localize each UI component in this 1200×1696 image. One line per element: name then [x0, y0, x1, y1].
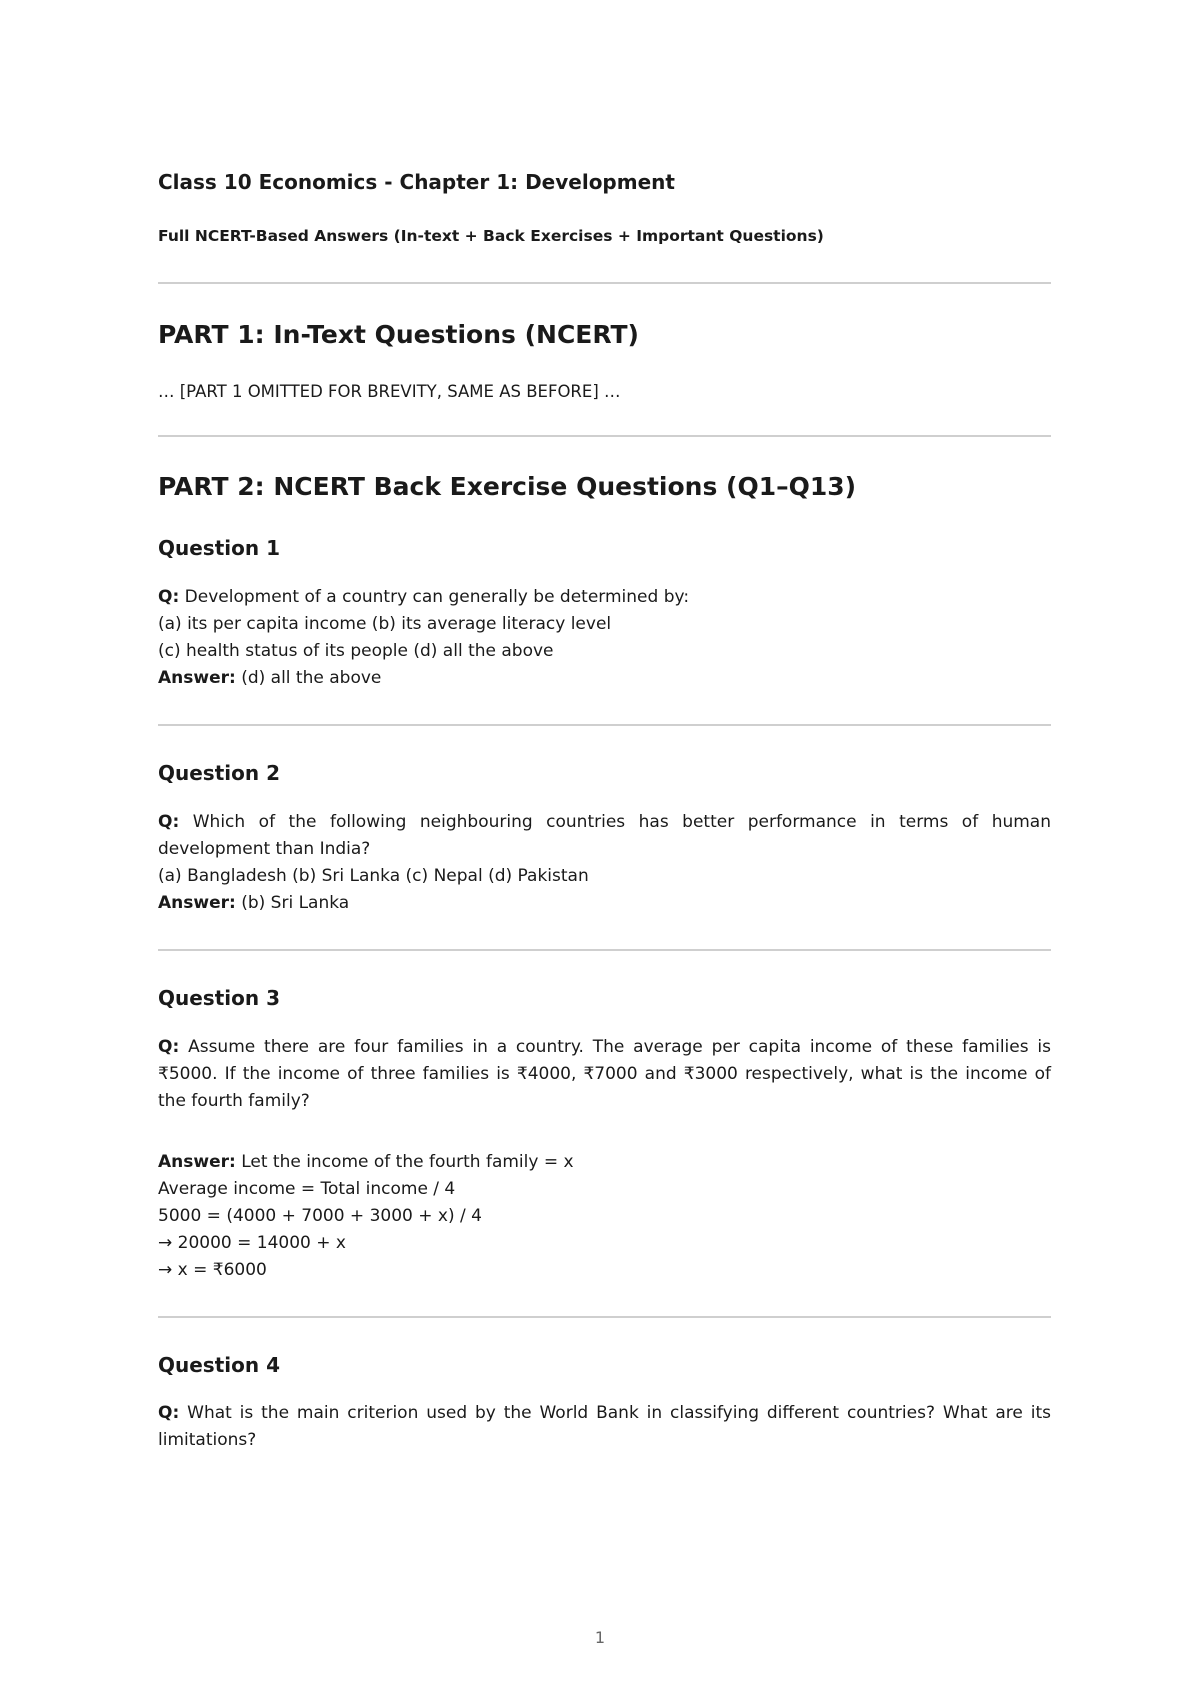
question-1-text: Q: Development of a country can generally be determined by: [158, 587, 690, 607]
question-3-answer [158, 1149, 1051, 1284]
question-label: Q: [158, 587, 180, 607]
document-title: Class 10 Economics - Chapter 1: Development [158, 170, 675, 194]
question-3-answer-text: Answer: Let the income of the fourth family = x [158, 1152, 574, 1172]
document-subtitle: Full NCERT-Based Answers (In-text + Back Exercises + Important Questions) [158, 227, 824, 245]
divider [158, 435, 1051, 437]
divider [158, 724, 1051, 726]
question-3-text: Q: Assume there are four families in a country. The average per capita income of these families is ₹5000. If the income of three families is ₹4000, ₹7000 and ₹3000 respectively, what is the income of the fourth family? [158, 1037, 1051, 1111]
divider [158, 1316, 1051, 1318]
divider [158, 282, 1051, 284]
answer-label: Answer: [158, 893, 236, 913]
question-3-working-line: → x = ₹6000 [158, 1260, 267, 1280]
question-1-option: (c) health status of its people (d) all the above [158, 641, 554, 661]
question-1-answer: Answer: (d) all the above [158, 668, 382, 688]
question-2-option: (a) Bangladesh (b) Sri Lanka (c) Nepal (d) Pakistan [158, 866, 589, 886]
question-1-option: (a) its per capita income (b) its average literacy level [158, 614, 612, 634]
question-4-body [158, 1400, 1051, 1454]
page-number: 1 [594, 1628, 606, 1647]
question-3-working-line: → 20000 = 14000 + x [158, 1233, 346, 1253]
part1-heading: PART 1: In-Text Questions (NCERT) [158, 320, 639, 349]
question-label: Q: [158, 1403, 180, 1423]
question-2-text: Q: Which of the following neighbouring countries has better performance in terms of human development than India? [158, 812, 1051, 859]
question-2-answer: Answer: (b) Sri Lanka [158, 893, 350, 913]
question-3-heading: Question 3 [158, 986, 280, 1010]
question-2-heading: Question 2 [158, 761, 280, 785]
question-label: Q: [158, 812, 180, 832]
question-2-body [158, 809, 1051, 917]
part2-heading: PART 2: NCERT Back Exercise Questions (Q1–Q13) [158, 472, 857, 501]
question-3-working-line: 5000 = (4000 + 7000 + 3000 + x) / 4 [158, 1206, 482, 1226]
question-3-working-line: Average income = Total income / 4 [158, 1179, 456, 1199]
answer-label: Answer: [158, 668, 236, 688]
question-1-body [158, 584, 1051, 692]
question-1-heading: Question 1 [158, 536, 280, 560]
question-4-heading: Question 4 [158, 1353, 280, 1377]
question-4-text: Q: What is the main criterion used by the World Bank in classifying different countries? What are its limitations? [158, 1403, 1052, 1450]
question-label: Q: [158, 1037, 180, 1057]
question-3-question [158, 1034, 1051, 1115]
document-page [158, 0, 1051, 1696]
divider [158, 949, 1051, 951]
answer-label: Answer: [158, 1152, 236, 1172]
part1-omitted-note: … [PART 1 OMITTED FOR BREVITY, SAME AS BEFORE] … [158, 382, 621, 401]
